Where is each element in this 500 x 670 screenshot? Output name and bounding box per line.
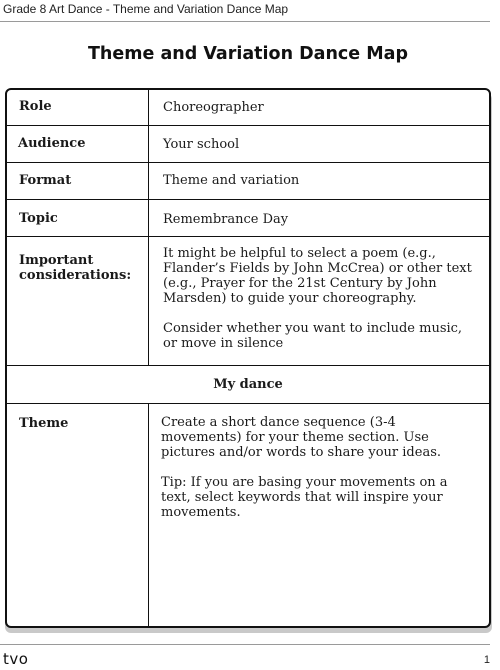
row-value: Choreographer xyxy=(163,100,264,115)
theme-paragraph: Create a short dance sequence (3-4 movements) for your theme section. Use pictures and/or words to share your ideas. xyxy=(161,415,441,460)
consideration-paragraph: It might be helpful to select a poem (e.g., Flander’s Fields by John McCrea) or other text (e.g., Prayer for the 21st Century by John Marsden) to guide your choreography. xyxy=(163,246,472,306)
theme-tip-paragraph: Tip: If you are basing your movements on a text, select keywords that will inspire your movements. xyxy=(161,475,448,520)
row-label: Audience xyxy=(7,126,149,162)
section-heading-my-dance: My dance xyxy=(7,366,489,404)
row-value: Theme and variation xyxy=(163,173,300,188)
table-row-topic xyxy=(7,200,489,237)
table-row-considerations xyxy=(7,237,489,366)
dance-map-table xyxy=(5,88,491,628)
row-label: Important considerations: xyxy=(7,237,149,365)
row-label: Topic xyxy=(7,200,149,236)
row-value: Remembrance Day xyxy=(163,212,289,227)
page-title: Theme and Variation Dance Map xyxy=(88,44,408,64)
tvo-logo: tvo xyxy=(3,650,29,668)
header-divider xyxy=(0,21,490,22)
table-row-audience xyxy=(7,126,489,163)
row-value: Your school xyxy=(163,137,240,152)
consideration-paragraph: Consider whether you want to include music, or move in silence xyxy=(163,321,463,351)
row-value xyxy=(150,404,489,626)
table-row-format xyxy=(7,163,489,200)
row-label: Theme xyxy=(7,404,149,626)
table-row-theme xyxy=(7,404,489,626)
document-header: Grade 8 Art Dance - Theme and Variation Dance Map xyxy=(3,2,289,16)
page-number: 1 xyxy=(483,654,490,666)
row-label: Role xyxy=(7,90,149,125)
footer-divider xyxy=(0,644,490,645)
table-row-role xyxy=(7,90,489,126)
row-value xyxy=(150,237,489,365)
row-label: Format xyxy=(7,163,149,199)
